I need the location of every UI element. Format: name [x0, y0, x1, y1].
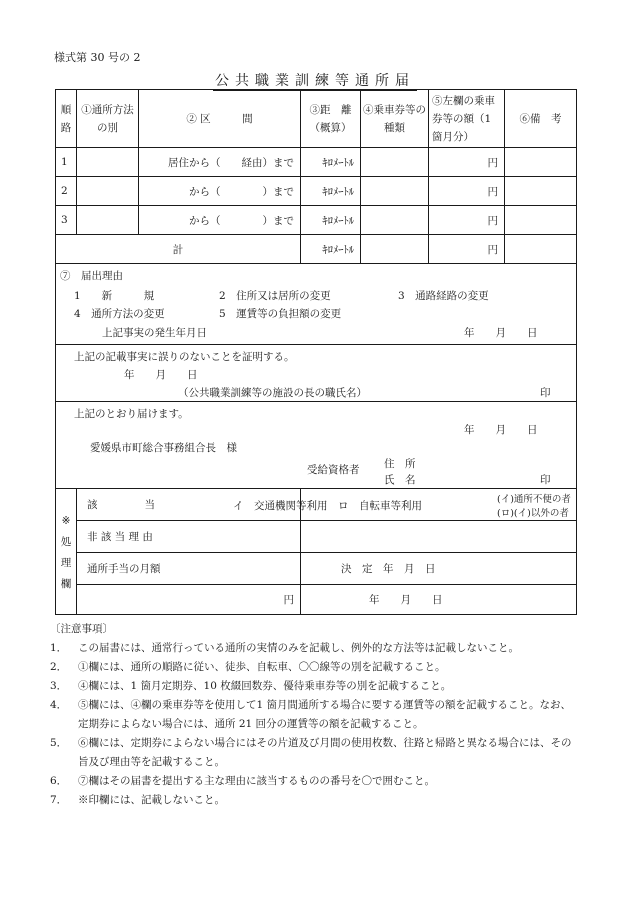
distance-cell[interactable]: ｷﾛﾒｰﾄﾙ: [301, 177, 361, 206]
monthly-allowance-label: 通所手当の月額: [77, 553, 301, 585]
processing-monthly-row: [56, 553, 577, 585]
addressee: 愛媛県市町総合事務組合長 様: [90, 442, 237, 454]
note-item: 5． ⑥欄には、定期券によらない場合にはその片道及び月間の使用枚数、往路と帰路と異なる場合には、その旨及び理由等を記載すること。: [50, 737, 572, 768]
ticket-type-cell[interactable]: [361, 206, 429, 235]
note-item: 2． ①欄には、通所の順路に従い、徒歩、自転車、〇〇線等の別を記載すること。: [50, 661, 446, 673]
route-number: 2: [56, 177, 77, 206]
applicant-label: 受給資格者: [307, 464, 360, 476]
reason-row: [56, 264, 577, 345]
header-method: ①通所方法の別: [77, 90, 139, 148]
table-row: [56, 177, 577, 206]
reason-option-5[interactable]: 5 運賃等の負担額の変更: [219, 308, 342, 320]
submission-row: [56, 402, 577, 489]
total-row: [56, 235, 577, 264]
facility-head-name[interactable]: （公共職業訓練等の施設の長の職氏名）: [178, 387, 367, 399]
note-b: (ロ)(イ)以外の者: [497, 507, 569, 519]
ticket-type-cell[interactable]: [361, 148, 429, 177]
section-cell[interactable]: から（ ）まで: [139, 206, 301, 235]
note-item: 1． この届書には、通常行っている通所の実情のみを記載し、例外的な方法等は記載しないこと。: [50, 642, 519, 654]
reason-option-2[interactable]: 2 住所又は居所の変更: [219, 290, 331, 302]
distance-cell[interactable]: ｷﾛﾒｰﾄﾙ: [301, 206, 361, 235]
method-cell[interactable]: [77, 177, 139, 206]
submission-text: 上記のとおり届けます。: [74, 408, 189, 420]
submission-date[interactable]: 年 月 日: [464, 424, 538, 436]
method-cell[interactable]: [77, 148, 139, 177]
section-cell[interactable]: 居住から（ 経由）まで: [139, 148, 301, 177]
reason-option-4[interactable]: 4 通所方法の変更: [74, 308, 165, 320]
header-ticket-amount: ⑤左欄の乗車券等の額（1 箇月分）: [429, 90, 505, 148]
table-header-row: [56, 90, 577, 148]
certification-date[interactable]: 年 月 日: [124, 369, 198, 381]
seal-mark: 印: [540, 474, 551, 486]
amount-cell[interactable]: 円: [429, 177, 505, 206]
certification-section: [56, 345, 577, 402]
remarks-cell[interactable]: [505, 177, 577, 206]
header-distance: ③距 離（概算）: [301, 90, 361, 148]
note-item: 7． ※印欄には、記載しないこと。: [50, 794, 225, 806]
note-a: (イ)通所不便の者: [497, 493, 571, 505]
certification-row: [56, 345, 577, 402]
total-amount[interactable]: 円: [429, 235, 505, 264]
processing-applicable-row: [56, 489, 577, 521]
processing-amount-row: [56, 585, 577, 615]
processing-side-label: ※ 処 理 欄: [56, 489, 77, 615]
notes-heading: 〔注意事項〕: [50, 623, 113, 635]
note-item: 6． ⑦欄はその届書を提出する主な理由に該当するものの番号を〇で囲むこと。: [50, 775, 435, 787]
seal-mark: 印: [540, 387, 551, 399]
table-row: [56, 206, 577, 235]
total-remarks[interactable]: [505, 235, 577, 264]
table-row: [56, 148, 577, 177]
remarks-cell[interactable]: [505, 206, 577, 235]
total-ticket-type[interactable]: [361, 235, 429, 264]
route-number: 1: [56, 148, 77, 177]
header-section: ② 区 間: [139, 90, 301, 148]
total-distance[interactable]: ｷﾛﾒｰﾄﾙ: [301, 235, 361, 264]
certification-text: 上記の記載事実に誤りのないことを証明する。: [74, 351, 295, 363]
not-applicable-field[interactable]: [301, 521, 577, 553]
reason-heading: ⑦ 届出理由: [60, 270, 123, 282]
reason-option-3[interactable]: 3 通路経路の変更: [398, 290, 489, 302]
section-cell[interactable]: から（ ）まで: [139, 177, 301, 206]
applicable-options-text[interactable]: イ 交通機関等利用 ロ 自転車等利用: [233, 499, 422, 512]
decision-date-field[interactable]: 決 定 年 月 日: [301, 553, 577, 585]
header-ticket-type: ④乗車券等の種類: [361, 90, 429, 148]
reason-option-1[interactable]: 1 新 規: [74, 290, 155, 302]
distance-cell[interactable]: ｷﾛﾒｰﾄﾙ: [301, 148, 361, 177]
amount-cell[interactable]: 円: [429, 206, 505, 235]
commute-form-table: [55, 89, 577, 615]
header-remarks: ⑥備 考: [505, 90, 577, 148]
header-route: 順路: [56, 90, 77, 148]
occurrence-date-label: 上記事実の発生年月日: [102, 327, 207, 339]
processing-not-applicable-row: [56, 521, 577, 553]
page-title: 公共職業訓練等通所届: [215, 73, 415, 89]
form-number: 様式第 30 号の 2: [54, 51, 141, 64]
notes-section: [50, 620, 580, 810]
amount-date-field[interactable]: 年 月 日: [301, 585, 577, 615]
applicable-label: 該 当: [77, 489, 301, 521]
applicable-options[interactable]: [233, 489, 577, 521]
monthly-amount-field[interactable]: 円: [77, 585, 301, 615]
note-item: 3． ④欄には、1 箇月定期券、10 枚綴回数券、優待乗車券等の別を記載すること。: [50, 680, 452, 692]
total-label: 計: [56, 235, 301, 264]
occurrence-date-field[interactable]: 年 月 日: [464, 327, 538, 339]
submission-section: [56, 402, 577, 489]
remarks-cell[interactable]: [505, 148, 577, 177]
method-cell[interactable]: [77, 206, 139, 235]
not-applicable-label: 非 該 当 理 由: [77, 521, 301, 553]
route-number: 3: [56, 206, 77, 235]
reason-section: [56, 264, 577, 345]
name-label: 氏 名: [384, 474, 416, 486]
note-item: 4． ⑤欄には、④欄の乗車券等を使用して1 箇月間通所する場合に要する運賃等の額を記載すること。なお、定期券によらない場合には、通所 21 回分の運賃等の額を記載すること。: [50, 699, 572, 730]
address-label: 住 所: [384, 458, 416, 470]
ticket-type-cell[interactable]: [361, 177, 429, 206]
amount-cell[interactable]: 円: [429, 148, 505, 177]
